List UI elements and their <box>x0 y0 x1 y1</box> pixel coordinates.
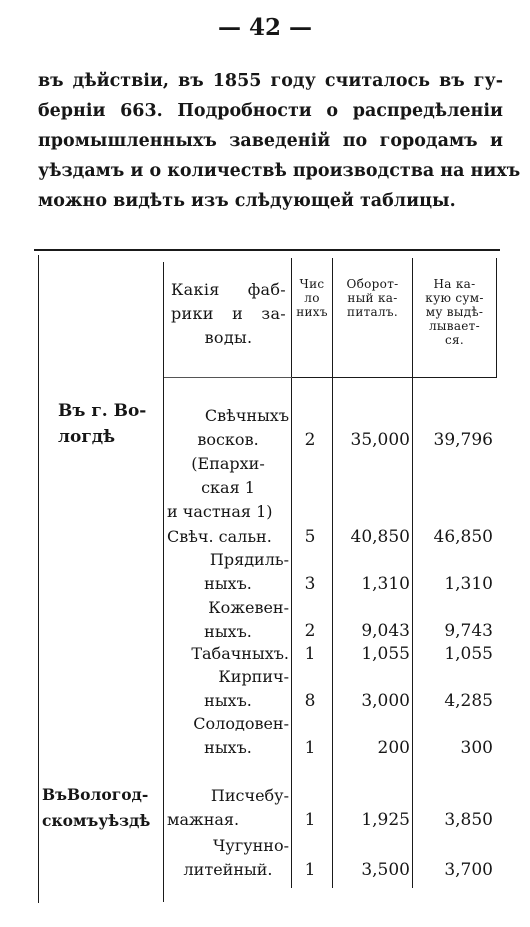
header-line: ный ка- <box>347 291 398 305</box>
cell-count: 1 <box>304 738 316 758</box>
kind-line: (Епархи- <box>191 454 265 473</box>
kind-line: Прядиль- <box>209 550 289 569</box>
cell-capital: 3,500 <box>361 860 410 880</box>
intro-paragraph <box>38 66 521 216</box>
cell-count: 2 <box>304 430 316 450</box>
table-row-kind <box>167 712 289 760</box>
header-line: Оборот- <box>346 277 399 291</box>
region-city <box>58 398 146 450</box>
table-row-kind <box>167 596 289 644</box>
cell-capital: 3,000 <box>361 691 410 711</box>
table-row-kind <box>167 525 289 549</box>
column-rule <box>412 258 413 888</box>
cell-count: 5 <box>304 527 316 547</box>
header-rule <box>164 377 292 378</box>
region-line: логдѣ <box>58 427 116 447</box>
region-uezd <box>42 782 150 834</box>
header-line: питалъ. <box>347 305 398 319</box>
header-line: На ка- <box>433 277 476 291</box>
cell-produce: 3,850 <box>444 810 493 830</box>
cell-count: 2 <box>304 621 316 641</box>
table-row-kind <box>167 665 289 713</box>
cell-capital: 200 <box>377 738 410 758</box>
cell-produce: 39,796 <box>433 430 493 450</box>
column-rule <box>332 258 333 888</box>
kind-line: ныхъ. <box>204 691 252 710</box>
header-line: воды. <box>204 328 253 347</box>
region-line: скомъуѣздѣ <box>42 811 151 830</box>
kind-line: восков. <box>197 430 259 449</box>
kind-line: Табачныхъ. <box>191 644 289 663</box>
cell-produce: 4,285 <box>444 691 493 711</box>
table-left-rule <box>38 255 39 903</box>
table-row-kind <box>167 784 289 832</box>
cell-capital: 35,000 <box>350 430 410 450</box>
header-rule <box>292 377 497 378</box>
table-row-kind <box>167 404 289 524</box>
kind-line: Кожевен- <box>208 598 289 617</box>
cell-capital: 1,310 <box>361 574 410 594</box>
column-rule <box>291 258 292 888</box>
kind-line: Солодовен- <box>193 714 289 733</box>
cell-capital: 1,055 <box>361 644 410 664</box>
header-line: Какія фаб- <box>171 280 286 299</box>
table-row-kind <box>167 834 289 882</box>
cell-count: 1 <box>304 644 316 664</box>
header-line: рики и за- <box>171 304 286 323</box>
kind-line: Кирпич- <box>218 667 289 686</box>
region-line: ВъВологод- <box>42 785 149 804</box>
kind-line: литейный. <box>183 860 273 879</box>
cell-produce: 1,055 <box>444 644 493 664</box>
header-capital <box>334 277 411 319</box>
header-line: ся. <box>444 333 464 347</box>
paragraph-line: промышленныхъ заведеній по городамъ и <box>38 131 503 151</box>
header-produce <box>414 277 495 347</box>
table-top-rule <box>34 249 500 251</box>
header-line: му выдѣ- <box>425 305 484 319</box>
table-row-kind <box>167 548 289 596</box>
kind-line: мажная. <box>167 810 240 829</box>
kind-line: и частная 1) <box>167 502 273 521</box>
cell-count: 1 <box>304 860 316 880</box>
cell-capital: 1,925 <box>361 810 410 830</box>
kind-line: Свѣч. сальн. <box>167 527 272 546</box>
kind-line: ская 1 <box>201 478 255 497</box>
cell-produce: 9,743 <box>444 621 493 641</box>
page-number: — 42 — <box>217 14 313 41</box>
cell-count: 1 <box>304 810 316 830</box>
paragraph-line: можно видѣть изъ слѣдующей таблицы. <box>38 191 456 211</box>
region-line: Въ г. Во- <box>58 401 147 421</box>
kind-line: Чугунно- <box>213 836 289 855</box>
header-line: Чис <box>299 277 325 291</box>
header-line: кую сум- <box>425 291 484 305</box>
paragraph-line: берніи 663. Подробности о распредѣленіи <box>38 101 503 121</box>
header-count <box>293 277 331 319</box>
kind-line: Писчебу- <box>210 786 289 805</box>
header-kind <box>171 278 286 350</box>
cell-produce: 300 <box>460 738 493 758</box>
cell-count: 3 <box>304 574 316 594</box>
header-line: ло <box>304 291 320 305</box>
cell-produce: 46,850 <box>433 527 493 547</box>
kind-line: ныхъ. <box>204 574 252 593</box>
kind-line: Свѣчныхъ <box>204 406 289 425</box>
kind-line: ныхъ. <box>204 622 252 641</box>
cell-capital: 9,043 <box>361 621 410 641</box>
header-line: нихъ <box>296 305 328 319</box>
column-rule <box>163 262 164 902</box>
cell-capital: 40,850 <box>350 527 410 547</box>
paragraph-line: уѣздамъ и о количествѣ производства на нихъ <box>38 161 521 181</box>
header-line: лывает- <box>429 319 480 333</box>
table-row-kind <box>167 642 289 666</box>
paragraph-line: въ дѣйствіи, въ 1855 году считалось въ гу- <box>38 71 503 91</box>
cell-produce: 3,700 <box>444 860 493 880</box>
kind-line: ныхъ. <box>204 738 252 757</box>
cell-produce: 1,310 <box>444 574 493 594</box>
column-rule <box>496 258 497 378</box>
cell-count: 8 <box>304 691 316 711</box>
